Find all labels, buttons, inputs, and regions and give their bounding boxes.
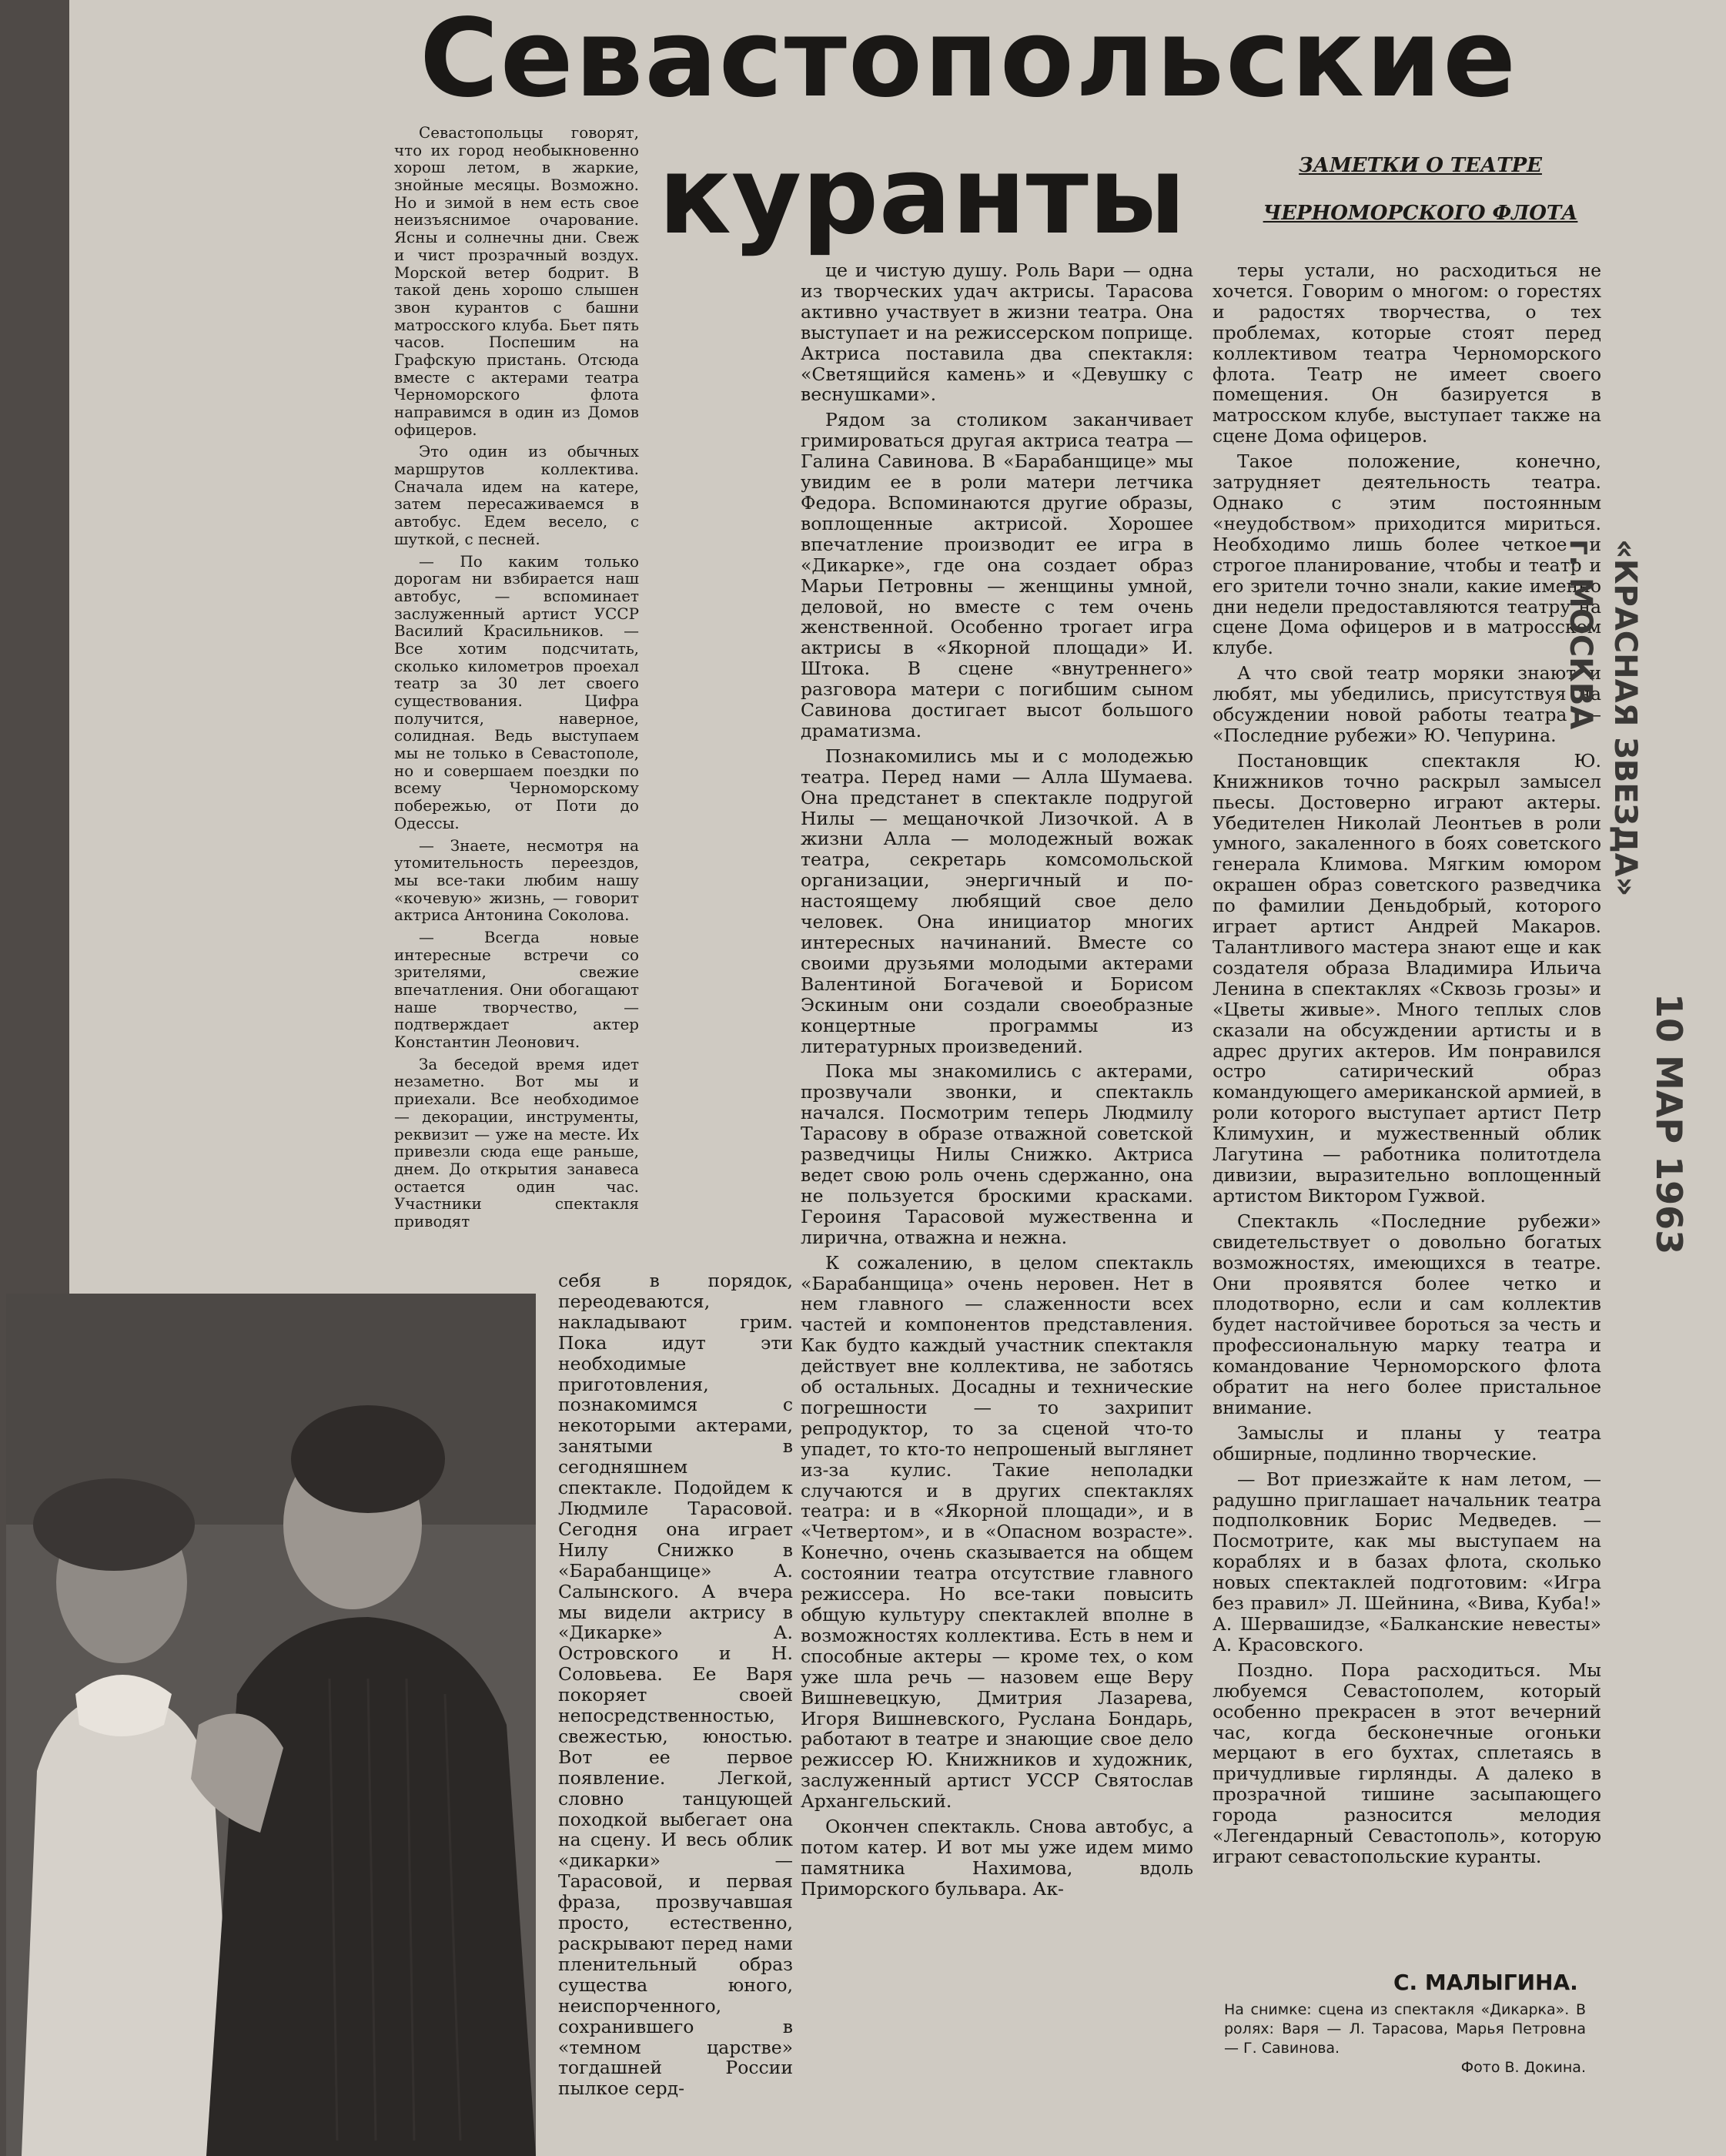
- article-paragraph: Постановщик спектакля Ю. Книжников точно раскрыл замысел пьесы. Достоверно играют актеры. Убедителен Николай Леонтьев в роли умного, закаленного в боях советского генерала Климова. Мягким юмором окрашен образ советского разведчика по фамилии Деньдобрый, которого играет артист Андрей Макаров. Талантливого мастера знают еще и как создателя образа Владимира Ильича Ленина в спектаклях «Сквозь грозы» и «Цветы живые». Много теплых слов сказали на обсуждении артисты и в адрес других актеров. Им понравился остро сатирический образ командующего американской армией, в роли которого выступает артист Петр Климухин, и мужественный облик Лагутина — работника политотдела дивизии, выразительно воплощенный артистом Виктором Гужвой.: [1213, 749, 1601, 1207]
- article-paragraph: Поздно. Пора расходиться. Мы любуемся Севастополем, который особенно прекрасен в этот вечерний час, когда бесконечные огоньки мерцают в его бухтах, сплетаясь в причудливые гирлянды. А далеко в прозрачной тишине засыпающего города разносится мелодия «Легендарный Севастополь», которую играют севастопольские куранты.: [1213, 1659, 1601, 1867]
- photo-credit: Фото В. Докина.: [1460, 2059, 1586, 2076]
- article-paragraph: Замыслы и планы у театра обширные, подлинно творческие.: [1213, 1421, 1601, 1465]
- article-paragraph: Рядом за столиком заканчивает гримироваться другая актриса театра — Галина Савинова. В «Барабанщице» мы увидим ее в роли матери летчика Федора. Вспоминаются другие образы, воплощенные актрисой. Хорошее впечатление производит ее игра в «Дикарке», где она создает образ Марьи Петровны — женщины умной, деловой, но вместе с тем очень женственной. Особенно трогает игра актрисы в «Якорной площади» И. Штока. В сцене «внутреннего» разговора матери с погибшим сыном Савинова достигает высот большого драматизма.: [801, 409, 1193, 742]
- article-paragraph: Такое положение, конечно, затрудняет деятельность театра. Однако с этим постоянным «неудобством» приходится мириться. Необходимо лишь более четкое и строгое планирование, чтобы и театр и его зрители точно знали, какие именно дни недели предоставляются театру на сцене Дома офицеров и в матросском клубе.: [1213, 450, 1601, 659]
- scene-photo: [6, 1294, 536, 2156]
- photo-caption: [1224, 2000, 1586, 2077]
- article-paragraph: Окончен спектакль. Снова автобус, а потом катер. И вот мы уже идем мимо памятника Нахимова, вдоль Приморского бульвара. Ак-: [801, 1816, 1193, 1900]
- rubric-line-1: ЗАМЕТКИ О ТЕАТРЕ: [1299, 154, 1542, 177]
- article-paragraph: Пока мы знакомились с актерами, прозвучали звонки, и спектакль начался. Посмотрим теперь Людмилу Тарасову в образе отважной советской разведчицы Нилы Снижко. Актриса ведет свою роль очень сдержанно, она не пользуется броскими красками. Героиня Тарасовой мужественна и лирична, отважна и нежна.: [801, 1060, 1193, 1248]
- article-paragraph: Это один из обычных маршрутов коллектива. Сначала идем на катере, затем пересаживаемся в автобус. Едем весело, с шуткой, с песней.: [394, 443, 639, 548]
- article-paragraph: теры устали, но расходиться не хочется. Говорим о многом: о горестях и радостях творчества, о тех проблемах, которые стоят перед коллективом театра Черноморского флота. Театр не имеет своего помещения. Он базируется в матросском клубе, выступает также на сцене Дома офицеров.: [1213, 259, 1601, 447]
- article-paragraph: це и чистую душу. Роль Вари — одна из творческих удач актрисы. Тарасова активно участвует в жизни театра. Она выступает и на режиссерском поприще. Актриса поставила два спектакля: «Светящийся камень» и «Девушку с веснушками».: [801, 259, 1193, 406]
- author-signature: С. МАЛЫГИНА.: [1393, 1970, 1578, 1995]
- article-paragraph: — Вот приезжайте к нам летом, — радушно приглашает начальник театра подполковник Борис Медведев. — Посмотрите, как мы выступаем на кораблях и в базах флота, сколько новых спектаклей подготовим: «Игра без правил» Л. Шейнина, «Вива, Куба!» А. Шервашидзе, «Балканские невесты» А. Красовского.: [1213, 1468, 1601, 1656]
- article-column-3: [1213, 260, 1601, 1962]
- article-paragraph: Севастопольцы говорят, что их город необыкновенно хорош летом, в жаркие, знойные месяцы. Возможно. Но и зимой в нем есть свое неизъяснимое очарование. Ясны и солнечны дни. Свеж и чист прозрачный воздух. Морской ветер бодрит. В такой день хорошо слышен звон курантов с башни матросского клуба. Бьет пять часов. Поспешим на Графскую пристань. Отсюда вместе с актерами театра Черноморского флота направимся в один из Домов офицеров.: [394, 124, 639, 439]
- article-column-1: [394, 125, 639, 1241]
- article-paragraph: — Знаете, несмотря на утомительность переездов, мы все-таки любим нашу «кочевую» жизнь, — говорит актриса Антонина Соколова.: [394, 836, 639, 925]
- article-paragraph: — По каким только дорогам ни взбирается наш автобус, — вспоминает заслуженный артист УССР Василий Красильников. — Все хотим подсчитать, сколько километров проехал театр за 30 лет своего существования. Цифра получится, наверное, солидная. Ведь выступаем мы не только в Севастополе, но и совершаем поездки по всему Черноморскому побережью, от Поти до Одессы.: [394, 552, 639, 832]
- article-paragraph: Спектакль «Последние рубежи» свидетельствует о довольно богатых возможностях, имеющихся в театре. Они проявятся более четко и плодотворно, если и сам коллектив будет настойчивее бороться за честь и профессиональную марку театра и командование Черноморского флота обратит на него более пристальное внимание.: [1213, 1210, 1601, 1418]
- article-paragraph: К сожалению, в целом спектакль «Барабанщица» очень неровен. Нет в нем главного — слаженности всех частей и компонентов представления. Как будто каждый участник спектакля действует вне коллектива, не заботясь об остальных. Досадны и технические погрешности — то захрипит репродуктор, то за сценой что-то упадет, то кто-то непрошеный выглянет из-за кулис. Такие неполадки случаются и в других спектаклях театра: и в «Якорной площади», и в «Четвертом», и в «Опасном возрасте». Конечно, очень сказывается на общем состоянии театра отсутствие главного режиссера. Но все-таки повысить общую культуру спектаклей вполне в возможностях коллектива. Есть в нем и способные актеры — кроме тех, о ком уже шла речь — назовем еще Веру Вишневецкую, Дмитрия Лазарева, Игоря Вишневского, Руслана Бондарь, работают в театре и знающие свое дело режиссер Ю. Книжников и художник, заслуженный артист УССР Святослав Архангельский.: [801, 1251, 1193, 1813]
- article-column-1-continued: себя в порядок, переодеваются, накладывают грим. Пока идут эти необходимые приготовления, познакомимся с некоторыми актерами, занятыми в сегодняшнем спектакле. Подойдем к Людмиле Тарасовой. Сегодня она играет Нилу Снижко в «Барабанщице» А. Салынского. А вчера мы видели актрису в «Дикарке» А. Островского и Н. Соловьева. Ее Варя покоряет своей непосредственностью, свежестью, юностью. Вот ее первое появление. Легкой, словно танцующей походкой выбегает она на сцену. И весь облик «дикарки» — Тарасовой, и первая фраза, прозвучавшая просто, естественно, раскрывают перед нами пленительный образ существа юного, неиспорченного, сохранившего в «темном царстве» тогдашней России пылкое серд-: [558, 1270, 793, 2100]
- article-paragraph: — Всегда новые интересные встречи со зрителями, свежие впечатления. Они обогащают наше творчество, — подтверждает актер Константин Леонович.: [394, 928, 639, 1052]
- stamp-newspaper-name: [1603, 539, 1647, 654]
- headline-line-1: Севастопольские: [420, 0, 1518, 122]
- headline-line-2: куранты: [658, 133, 1186, 259]
- article-paragraph: За беседой время идет незаметно. Вот мы и приехали. Все необходимое — декорации, инструменты, реквизит — уже на месте. Их привезли сюда еще раньше, днем. До открытия занавеса остается один час. Участники спектакля приводят: [394, 1055, 639, 1230]
- stamp-date: 10 МАР 1963: [1648, 993, 1690, 1255]
- article-paragraph: А что свой театр моряки знают и любят, мы убедились, присутствуя на обсуждении новой работы театра — «Последние рубежи» Ю. Чепурина.: [1213, 662, 1601, 746]
- photo-caption-text: На снимке: сцена из спектакля «Дикарка». В ролях: Варя — Л. Тарасова, Марья Петровна — Г. Савинова.: [1224, 2001, 1586, 2057]
- rubric-line-2: ЧЕРНОМОРСКОГО ФЛОТА: [1263, 202, 1578, 225]
- article-paragraph: Познакомились мы и с молодежью театра. Перед нами — Алла Шумаева. Она предстанет в спектакле подругой Нилы — мещаночкой Лизочкой. А в жизни Алла — молодежный вожак театра, секретарь комсомольской организации, энергичный и по-настоящему любящий свое дело человек. Она инициатор многих интересных начинаний. Вместе со своими друзьями молодыми актерами Валентиной Богачевой и Борисом Эскиным они создали своеобразные концертные программы из литературных произведений.: [801, 745, 1193, 1057]
- scene-photo-illustration: [6, 1294, 536, 2156]
- stamp-city: г. МОСКВА: [1563, 539, 1598, 730]
